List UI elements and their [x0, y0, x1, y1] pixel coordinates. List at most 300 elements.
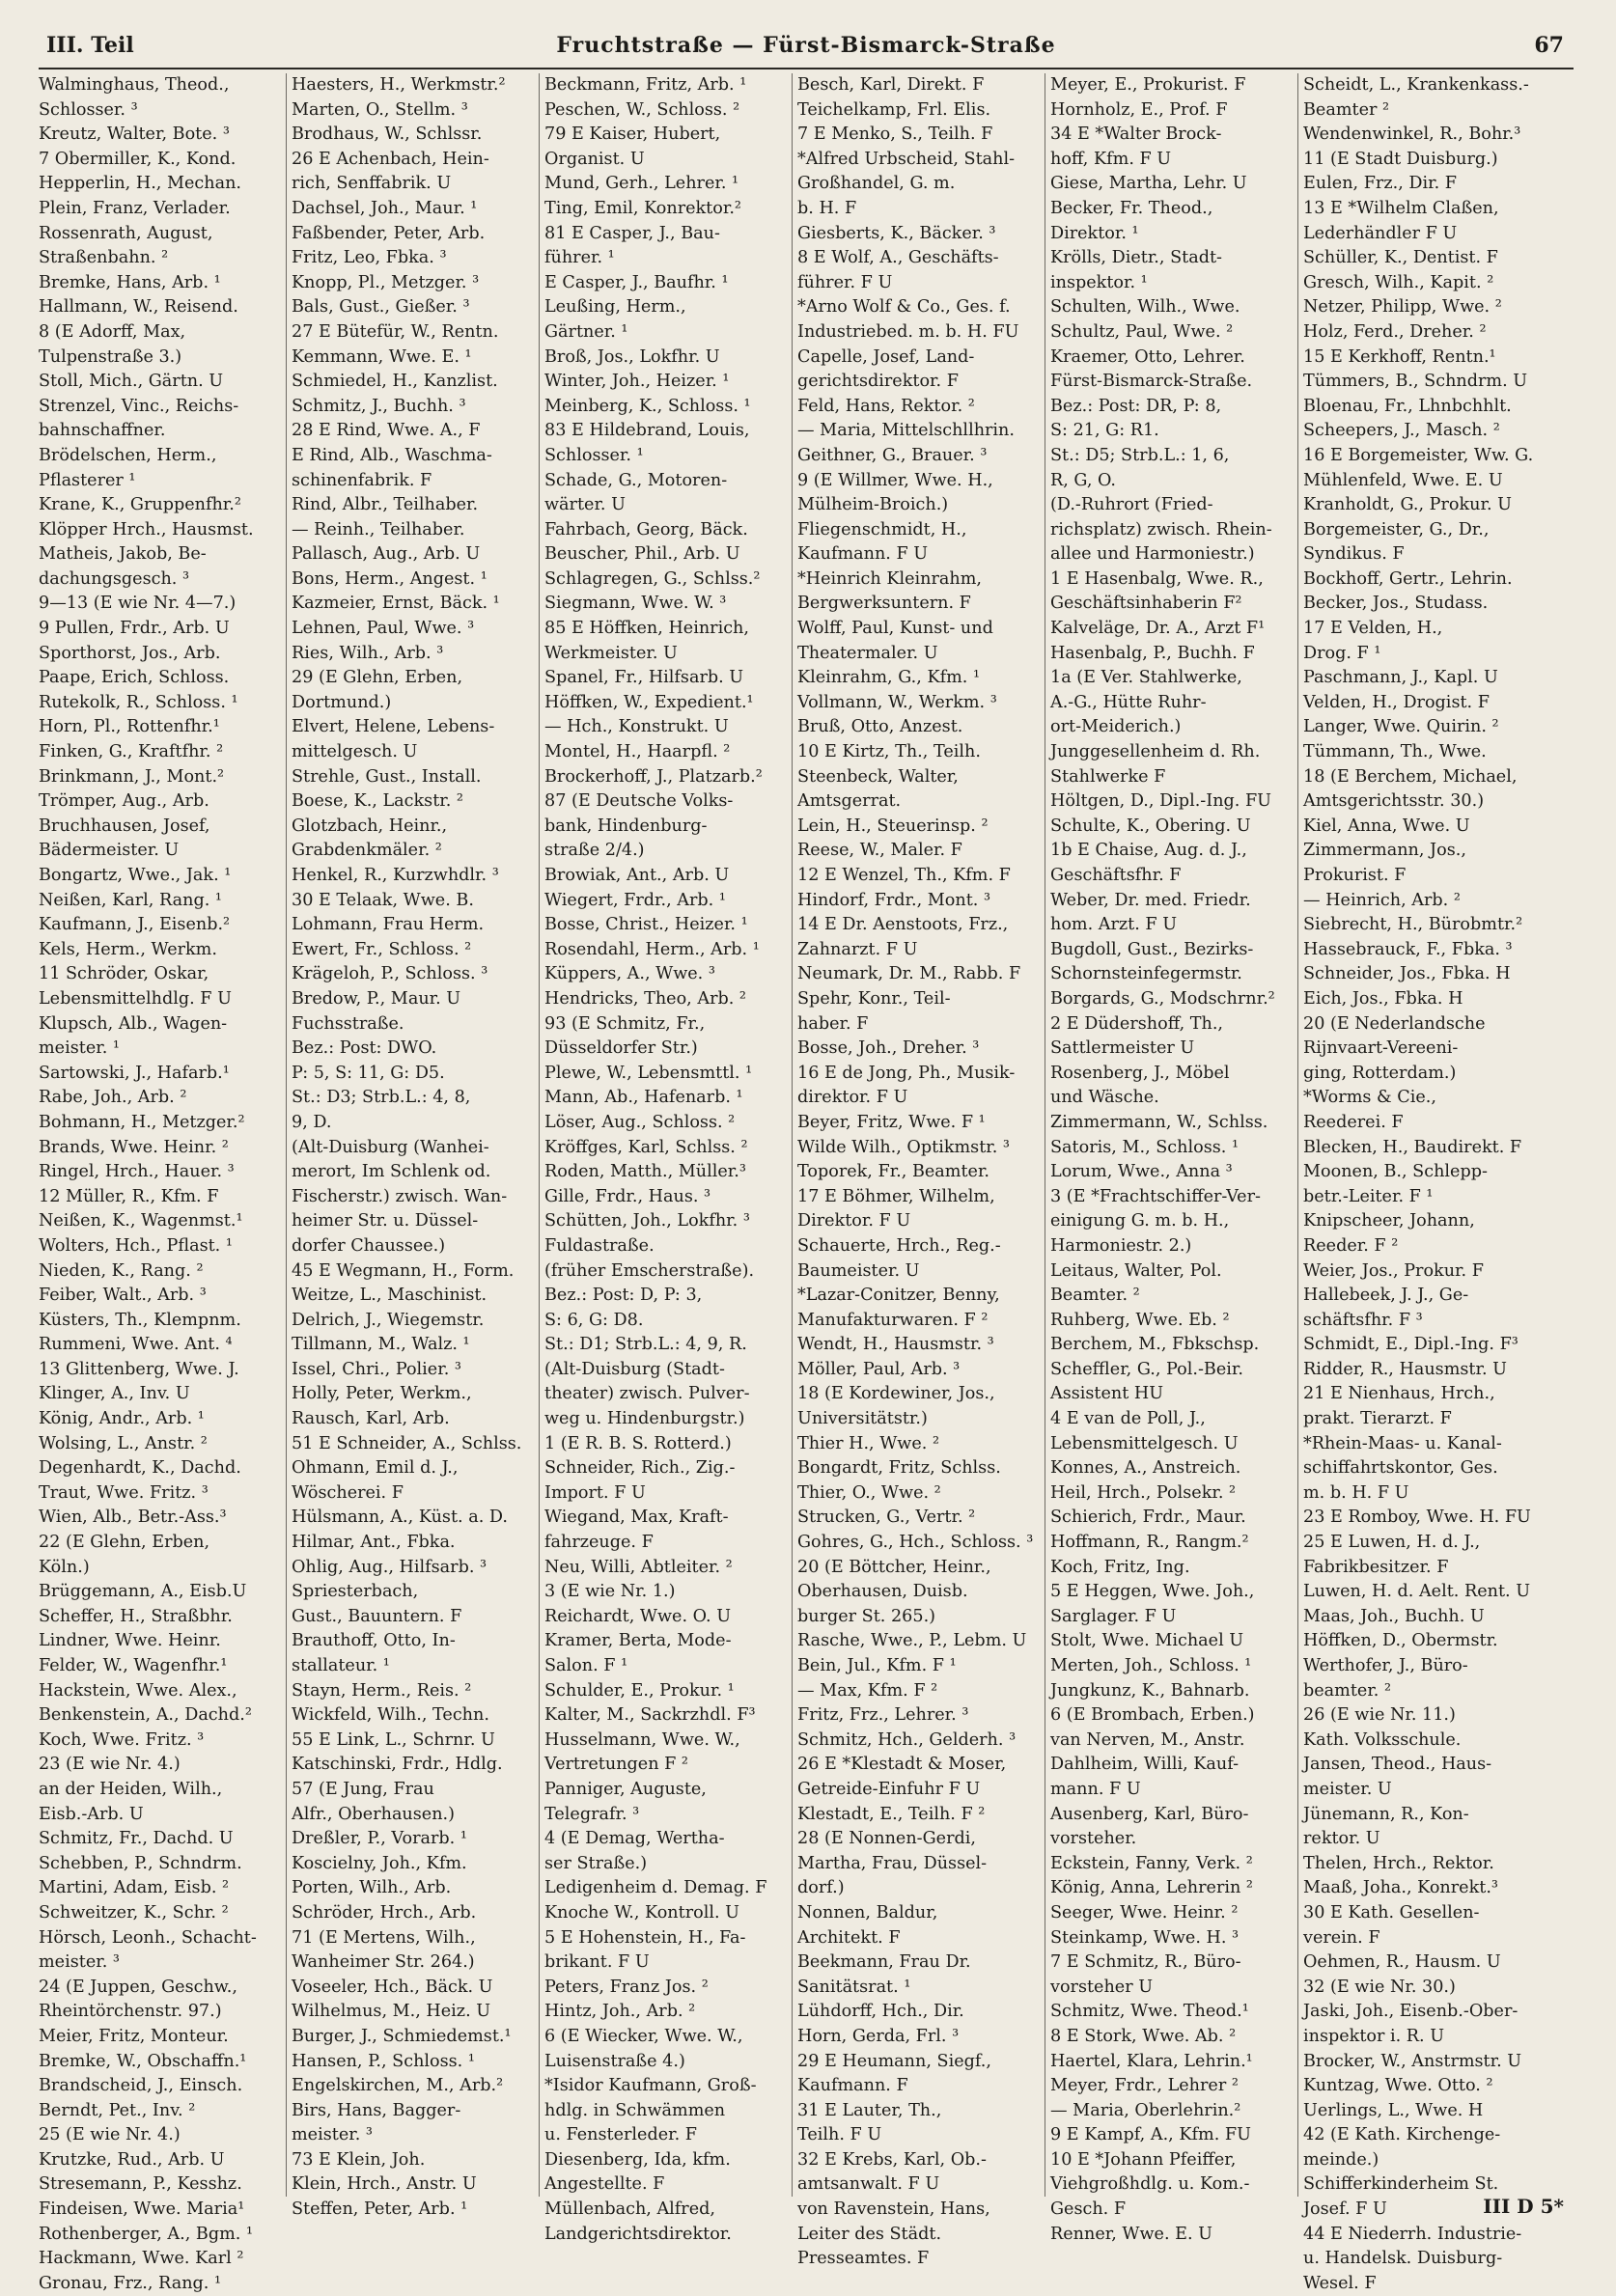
directory-line: Teichelkamp, Frl. Elis.	[797, 99, 991, 120]
directory-line: Industriebed. m. b. H. FU	[797, 321, 1019, 342]
directory-line: stallateur. ¹	[292, 1656, 390, 1675]
directory-line: Schierich, Frdr., Maur.	[1050, 1508, 1246, 1528]
directory-line: Universitätstr.)	[797, 1409, 928, 1429]
directory-line: Giesberts, K., Bäcker. ³	[797, 223, 996, 243]
directory-line: Schneider, Rich., Zig.-	[544, 1458, 736, 1479]
directory-line: Wolsing, L., Anstr. ²	[39, 1433, 208, 1453]
directory-line: Paschmann, J., Kapl. U	[1303, 668, 1498, 688]
directory-line: 79 E Kaiser, Hubert,	[544, 124, 721, 145]
directory-line: Bremke, Hans, Arb. ¹	[39, 272, 221, 292]
directory-line: Stoll, Mich., Gärtn. U	[39, 372, 224, 392]
directory-line: Kels, Herm., Werkm.	[39, 939, 217, 959]
directory-line: Höffken, D., Obermstr.	[1303, 1631, 1498, 1651]
directory-line: Bruß, Otto, Anzest.	[797, 717, 963, 737]
directory-line: Köln.)	[39, 1557, 90, 1577]
directory-line: St.: D1; Strb.L.: 4, 9, R.	[544, 1335, 747, 1355]
directory-line: Luwen, H. d. Aelt. Rent. U	[1303, 1582, 1531, 1602]
directory-line: Husselmann, Wwe. W.,	[544, 1729, 740, 1750]
directory-line: führer. ¹	[544, 248, 615, 268]
directory-line: 20 (E Böttcher, Heinr.,	[797, 1557, 991, 1577]
directory-line: Höltgen, D., Dipl.-Ing. FU	[1050, 791, 1272, 812]
directory-line: Kazmeier, Ernst, Bäck. ¹	[292, 594, 500, 614]
directory-line: Horn, Gerda, Frl. ³	[797, 2026, 960, 2046]
directory-line: Meier, Fritz, Monteur.	[39, 2026, 229, 2046]
directory-line: meister. ¹	[39, 1038, 120, 1059]
directory-line: Strenzel, Vinc., Reichs-	[39, 396, 239, 416]
directory-line: beamter. ²	[1303, 1680, 1392, 1701]
directory-line: Plewe, W., Lebensmttl. ¹	[544, 1063, 753, 1083]
directory-line: Viehgroßhdlg. u. Kom.-	[1050, 2174, 1250, 2195]
directory-line: Kramer, Berta, Mode-	[544, 1631, 732, 1651]
directory-line: 42 (E Kath. Kirchenge-	[1303, 2125, 1501, 2145]
directory-line: 10 E *Johann Pfeiffer,	[1050, 2149, 1237, 2170]
directory-line: 26 E Achenbach, Hein-	[292, 149, 489, 169]
directory-line: Fliegenschmidt, H.,	[797, 519, 967, 539]
directory-line: Kalveläge, Dr. A., Arzt F¹	[1050, 619, 1266, 639]
directory-line: Kaufmann. F	[797, 2076, 908, 2096]
directory-line: ort-Meiderich.)	[1050, 717, 1182, 737]
directory-line: Bein, Jul., Kfm. F ¹	[797, 1656, 957, 1675]
directory-line: Theatermaler. U	[797, 643, 938, 663]
page-header	[39, 27, 1574, 66]
directory-line: Merten, Joh., Schloss. ¹	[1050, 1656, 1252, 1675]
directory-line: Maaß, Joha., Konrekt.³	[1303, 1878, 1498, 1898]
directory-line: vorsteher.	[1050, 1829, 1137, 1849]
directory-line: 21 E Nienhaus, Hrch.,	[1303, 1384, 1495, 1404]
directory-line: — Heinrich, Arb. ²	[1303, 890, 1461, 910]
directory-line: Becker, Jos., Studass.	[1303, 594, 1489, 614]
directory-line: Harmoniestr. 2.)	[1050, 1235, 1192, 1256]
directory-line: Müllenbach, Alfred,	[544, 2199, 715, 2220]
directory-line: 11 (E Stadt Duisburg.)	[1303, 149, 1498, 169]
directory-line: Schlosser. ¹	[544, 445, 644, 465]
directory-line: Rossenrath, August,	[39, 223, 213, 243]
directory-line: Gille, Frdr., Haus. ³	[544, 1186, 711, 1206]
directory-line: merort, Im Schlenk od.	[292, 1162, 491, 1182]
directory-line: rektor. U	[1303, 1829, 1380, 1849]
directory-line: Issel, Chri., Polier. ³	[292, 1359, 461, 1379]
directory-line: Siegmann, Wwe. W. ³	[544, 594, 727, 614]
directory-line: Vertretungen F ²	[544, 1755, 688, 1775]
directory-line: Steinkamp, Wwe. H. ³	[1050, 1927, 1240, 1948]
directory-line: Sartowski, J., Hafarb.¹	[39, 1063, 230, 1083]
directory-line: Krägeloh, P., Schloss. ³	[292, 964, 488, 984]
directory-line: Amtsgerrat.	[797, 791, 902, 812]
directory-line: direktor. F U	[797, 1088, 908, 1108]
directory-line: Pflasterer ¹	[39, 470, 136, 490]
directory-line: Hörsch, Leonh., Schacht-	[39, 1927, 257, 1948]
directory-line: ging, Rotterdam.)	[1303, 1063, 1457, 1083]
directory-line: Strehle, Gust., Install.	[292, 766, 482, 787]
directory-line: und Wäsche.	[1050, 1088, 1159, 1108]
directory-line: 8 E Wolf, A., Geschäfts-	[797, 248, 999, 268]
directory-line: mittelgesch. U	[292, 742, 418, 762]
directory-line: 25 E Luwen, H. d. J.,	[1303, 1533, 1481, 1553]
directory-line: Fürst-Bismarck-Straße.	[1050, 372, 1253, 392]
directory-line: 57 (E Jung, Frau	[292, 1779, 434, 1799]
directory-line: Holly, Peter, Werkm.,	[292, 1384, 472, 1404]
directory-line: prakt. Tierarzt. F	[1303, 1409, 1452, 1429]
directory-line: Drog. F ¹	[1303, 643, 1381, 663]
directory-line: Schebben, P., Schndrm.	[39, 1853, 242, 1873]
directory-line: 18 (E Berchem, Michael,	[1303, 766, 1518, 787]
directory-line: Jungkunz, K., Bahnarb.	[1050, 1680, 1250, 1701]
directory-line: Brandscheid, J., Einsch.	[39, 2076, 243, 2096]
directory-line: (Alt-Duisburg (Stadt-	[544, 1359, 725, 1379]
directory-line: Klinger, A., Inv. U	[39, 1384, 190, 1404]
directory-line: *Worms & Cie.,	[1303, 1088, 1436, 1108]
directory-line: Ewert, Fr., Schloss. ²	[292, 939, 472, 959]
directory-line: Schulten, Wilh., Wwe.	[1050, 297, 1240, 318]
directory-line: Blecken, H., Baudirekt. F	[1303, 1137, 1522, 1157]
directory-line: fahrzeuge. F	[544, 1533, 654, 1553]
directory-line: Weitze, L., Maschinist.	[292, 1286, 488, 1306]
directory-line: Hülsmann, A., Küst. a. D.	[292, 1508, 508, 1528]
directory-line: Kraemer, Otto, Lehrer.	[1050, 346, 1245, 367]
directory-line: P: 5, S: 11, G: D5.	[292, 1063, 445, 1083]
directory-line: Leußing, Herm.,	[544, 297, 686, 318]
directory-line: *Lazar-Conitzer, Benny,	[797, 1286, 1000, 1306]
directory-line: 9, D.	[292, 1112, 332, 1132]
directory-line: Wiegert, Frdr., Arb. ¹	[544, 890, 726, 910]
directory-line: E Rind, Alb., Waschma-	[292, 445, 492, 465]
directory-page	[39, 27, 1574, 2293]
directory-line: Weber, Dr. med. Friedr.	[1050, 890, 1251, 910]
directory-line: Steffen, Peter, Arb. ¹	[292, 2199, 468, 2220]
directory-line: 10 E Kirtz, Th., Teilh.	[797, 742, 981, 762]
directory-line: Landgerichtsdirektor.	[544, 2224, 732, 2244]
directory-line: Faßbender, Peter, Arb.	[292, 223, 486, 243]
directory-line: Ausenberg, Karl, Büro-	[1050, 1804, 1249, 1824]
directory-line: Salon. F ¹	[544, 1656, 628, 1675]
directory-line: Schmitz, Fr., Dachd. U	[39, 1829, 234, 1849]
directory-line: Fuldastraße.	[544, 1235, 655, 1256]
directory-line: Eisb.-Arb. U	[39, 1804, 144, 1824]
directory-line: allee und Harmoniestr.)	[1050, 544, 1255, 565]
directory-line: Bädermeister. U	[39, 841, 180, 861]
directory-line: Wendt, H., Hausmstr. ³	[797, 1335, 994, 1355]
directory-line: Wolters, Hch., Pflast. ¹	[39, 1235, 233, 1256]
directory-line: Eckstein, Fanny, Verk. ²	[1050, 1853, 1253, 1873]
column-2	[292, 73, 533, 2220]
directory-line: Bohmann, H., Metzger.²	[39, 1112, 245, 1132]
directory-line: S: 6, G: D8.	[544, 1310, 644, 1330]
directory-line: Feld, Hans, Rektor. ²	[797, 396, 975, 416]
directory-line: Marten, O., Stellm. ³	[292, 99, 468, 120]
directory-line: 9 E Kampf, A., Kfm. FU	[1050, 2125, 1251, 2145]
directory-line: Berchem, M., Fbkschsp.	[1050, 1335, 1260, 1355]
directory-line: Renner, Wwe. E. U	[1050, 2224, 1212, 2244]
directory-line: Presseamtes. F	[797, 2249, 930, 2269]
column-divider	[792, 73, 793, 2197]
directory-line: Reeder. F ²	[1303, 1235, 1399, 1256]
directory-line: Zimmermann, W., Schlss.	[1050, 1112, 1268, 1132]
directory-line: Mann, Ab., Hafenarb. ¹	[544, 1088, 743, 1108]
directory-line: 8 E Stork, Wwe. Ab. ²	[1050, 2026, 1237, 2046]
directory-line: Krane, K., Gruppenfhr.²	[39, 495, 241, 515]
directory-line: Werthofer, J., Büro-	[1303, 1656, 1468, 1675]
directory-line: Bongardt, Fritz, Schlss.	[797, 1458, 1001, 1479]
directory-line: Haesters, H., Werkmstr.²	[292, 75, 506, 95]
directory-line: Brocker, W., Anstrmstr. U	[1303, 2051, 1522, 2071]
directory-line: Toporek, Fr., Beamter.	[797, 1162, 990, 1182]
directory-line: burger St. 265.)	[797, 1606, 936, 1626]
directory-line: Steenbeck, Walter,	[797, 766, 959, 787]
directory-line: Großhandel, G. m.	[797, 174, 956, 194]
directory-line: 29 E Heumann, Siegf.,	[797, 2051, 991, 2071]
section-label: III. Teil	[46, 33, 134, 58]
directory-line: Gresch, Wilh., Kapit. ²	[1303, 272, 1494, 292]
directory-line: Wolff, Paul, Kunst- und	[797, 619, 993, 639]
directory-line: Schlagregen, G., Schlss.²	[544, 568, 761, 589]
directory-line: Kleinrahm, G., Kfm. ¹	[797, 668, 981, 688]
directory-line: Gohres, G., Hch., Schloss. ³	[797, 1533, 1034, 1553]
directory-line: Lebensmittelgesch. U	[1050, 1433, 1239, 1453]
directory-line: Getreide-Einfuhr F U	[797, 1779, 981, 1799]
directory-line: Wilde Wilh., Optikmstr. ³	[797, 1137, 1010, 1157]
directory-line: haber. F	[797, 1013, 869, 1034]
directory-line: Katschinski, Frdr., Hdlg.	[292, 1755, 503, 1775]
directory-line: Lein, H., Steuerinsp. ²	[797, 816, 989, 836]
directory-line: Hindorf, Frdr., Mont. ³	[797, 890, 991, 910]
directory-line: Höffken, W., Expedient.¹	[544, 692, 754, 712]
directory-line: Holz, Ferd., Dreher. ²	[1303, 321, 1487, 342]
directory-line: Boese, K., Lackstr. ²	[292, 791, 463, 812]
directory-line: heimer Str. u. Düssel-	[292, 1211, 479, 1231]
directory-line: rich, Senffabrik. U	[292, 174, 452, 194]
directory-line: Knoche W., Kontroll. U	[544, 1902, 739, 1923]
directory-line: 14 E Dr. Aenstoots, Frz.,	[797, 915, 1009, 935]
directory-line: Matheis, Jakob, Be-	[39, 544, 207, 565]
directory-line: *Arno Wolf & Co., Ges. f.	[797, 297, 1011, 318]
directory-line: amtsanwalt. F U	[797, 2174, 940, 2195]
directory-line: Direktor. F U	[797, 1211, 911, 1231]
directory-line: 9 Pullen, Frdr., Arb. U	[39, 619, 230, 639]
directory-line: Brands, Wwe. Heinr. ²	[39, 1137, 229, 1157]
directory-line: Kalter, M., Sackrzhdl. F³	[544, 1705, 756, 1726]
directory-line: 83 E Hildebrand, Louis,	[544, 421, 750, 441]
directory-line: — Max, Kfm. F ²	[797, 1680, 938, 1701]
directory-line: Wickfeld, Wilh., Techn.	[292, 1705, 489, 1726]
directory-line: Lorum, Wwe., Anna ³	[1050, 1162, 1233, 1182]
directory-line: weg u. Hindenburgstr.)	[544, 1409, 745, 1429]
directory-line: schäftsfhr. F ³	[1303, 1310, 1423, 1330]
directory-line: 5 E Heggen, Wwe. Joh.,	[1050, 1582, 1255, 1602]
directory-line: Gesch. F	[1050, 2199, 1127, 2220]
directory-line: inspektor i. R. U	[1303, 2026, 1445, 2046]
directory-line: Mund, Gerh., Lehrer. ¹	[544, 174, 739, 194]
column-divider	[286, 73, 287, 2197]
directory-line: Martini, Adam, Eisb. ²	[39, 1878, 230, 1898]
directory-line: 31 E Lauter, Th.,	[797, 2100, 942, 2120]
directory-line: 81 E Casper, J., Bau-	[544, 223, 720, 243]
directory-line: Werkmeister. U	[544, 643, 678, 663]
directory-line: Koch, Wwe. Fritz. ³	[39, 1729, 205, 1750]
directory-line: Glotzbach, Heinr.,	[292, 816, 448, 836]
directory-line: Engelskirchen, M., Arb.²	[292, 2076, 504, 2096]
directory-line: 73 E Klein, Joh.	[292, 2149, 426, 2170]
directory-line: Beuscher, Phil., Arb. U	[544, 544, 740, 565]
directory-line: Rummeni, Wwe. Ant. ⁴	[39, 1335, 233, 1355]
directory-line: Hallebeek, J. J., Ge-	[1303, 1286, 1469, 1306]
street-range-title: Fruchtstraße — Fürst-Bismarck-Straße	[556, 33, 1056, 58]
directory-line: wärter. U	[544, 495, 626, 515]
directory-line: Rheintörchenstr. 97.)	[39, 2002, 222, 2022]
directory-line: Netzer, Philipp, Wwe. ²	[1303, 297, 1502, 318]
directory-line: Berndt, Pet., Inv. ²	[39, 2100, 196, 2120]
directory-line: Fritz, Leo, Fbka. ³	[292, 248, 447, 268]
directory-line: Klein, Hrch., Anstr. U	[292, 2174, 477, 2195]
directory-line: (Alt-Duisburg (Wanhei-	[292, 1137, 489, 1157]
directory-line: Sanitätsrat. ¹	[797, 1977, 911, 1997]
directory-line: Schifferkinderheim St.	[1303, 2174, 1499, 2195]
directory-line: Fabrikbesitzer. F	[1303, 1557, 1449, 1577]
directory-line: Angestellte. F	[544, 2174, 665, 2195]
directory-line: Kiel, Anna, Wwe. U	[1303, 816, 1470, 836]
directory-line: Bremke, W., Obschaffn.¹	[39, 2051, 247, 2071]
directory-line: Kröffges, Karl, Schlss. ²	[544, 1137, 748, 1157]
directory-line: Martha, Frau, Düssel-	[797, 1853, 988, 1873]
directory-line: Gust., Bauuntern. F	[292, 1606, 462, 1626]
directory-line: Krölls, Dietr., Stadt-	[1050, 248, 1222, 268]
directory-line: Mülheim-Broich.)	[797, 495, 949, 515]
directory-line: E Casper, J., Baufhr. ¹	[544, 272, 729, 292]
directory-line: Schröder, Hrch., Arb.	[292, 1902, 477, 1923]
directory-line: straße 2/4.)	[544, 841, 645, 861]
directory-line: Brinkmann, J., Mont.²	[39, 766, 225, 787]
directory-line: Architekt. F	[797, 1927, 901, 1948]
directory-line: Zahnarzt. F U	[797, 939, 918, 959]
directory-line: Schultz, Paul, Wwe. ²	[1050, 321, 1234, 342]
directory-line: Eich, Jos., Fbka. H	[1303, 988, 1463, 1009]
directory-line: Bals, Gust., Gießer. ³	[292, 297, 470, 318]
directory-line: Beekmann, Frau Dr.	[797, 1952, 971, 1973]
directory-line: Beckmann, Fritz, Arb. ¹	[544, 75, 747, 95]
directory-line: 1a (E Ver. Stahlwerke,	[1050, 668, 1242, 688]
directory-line: Haertel, Klara, Lehrin.¹	[1050, 2051, 1253, 2071]
directory-line: Tümmann, Th., Wwe.	[1303, 742, 1487, 762]
directory-line: Küppers, A., Wwe. ³	[544, 964, 715, 984]
directory-line: 20 (E Nederlandsche	[1303, 1013, 1486, 1034]
directory-line: Sattlermeister U	[1050, 1038, 1195, 1059]
directory-line: Sarglager. F U	[1050, 1606, 1177, 1626]
page-number: 67	[1534, 33, 1564, 58]
directory-line: Langer, Wwe. Quirin. ²	[1303, 717, 1499, 737]
directory-line: Schmitz, J., Buchh. ³	[292, 396, 466, 416]
directory-line: Junggesellenheim d. Rh.	[1050, 742, 1261, 762]
directory-line: Porten, Wilh., Arb.	[292, 1878, 452, 1898]
directory-line: an der Heiden, Wilh.,	[39, 1779, 223, 1799]
directory-line: 3 (E wie Nr. 1.)	[544, 1582, 676, 1602]
directory-line: Ohmann, Emil d. J.,	[292, 1458, 459, 1479]
directory-line: brikant. F U	[544, 1952, 650, 1973]
directory-line: Ringel, Hrch., Hauer. ³	[39, 1162, 235, 1182]
directory-line: Reese, W., Maler. F	[797, 841, 962, 861]
directory-line: betr.-Leiter. F ¹	[1303, 1186, 1434, 1206]
directory-line: Fritz, Frz., Lehrer. ³	[797, 1705, 969, 1726]
directory-line: Velden, H., Drogist. F	[1303, 692, 1490, 712]
directory-line: Import. F U	[544, 1482, 646, 1503]
directory-line: Hoffmann, R., Rangm.²	[1050, 1533, 1249, 1553]
directory-line: ser Straße.)	[544, 1853, 648, 1873]
directory-line: Burger, J., Schmiedemst.¹	[292, 2026, 512, 2046]
directory-line: 1 (E R. B. S. Rotterd.)	[544, 1433, 732, 1453]
directory-line: — Reinh., Teilhaber.	[292, 519, 465, 539]
directory-line: Finken, G., Kraftfhr. ²	[39, 742, 224, 762]
directory-line: Schmitz, Hch., Gelderh. ³	[797, 1729, 1017, 1750]
directory-line: Oehmen, R., Hausm. U	[1303, 1952, 1501, 1973]
directory-line: Brödelschen, Herm.,	[39, 445, 217, 465]
directory-line: Tillmann, M., Walz. ¹	[292, 1335, 470, 1355]
directory-line: Bruchhausen, Josef,	[39, 816, 210, 836]
directory-line: gerichtsdirektor. F	[797, 372, 959, 392]
directory-line: Ridder, R., Hausmstr. U	[1303, 1359, 1507, 1379]
directory-line: 45 E Wegmann, H., Form.	[292, 1260, 515, 1281]
directory-line: 12 E Wenzel, Th., Kfm. F	[797, 866, 1011, 885]
directory-line: Kuntzag, Wwe. Otto. ²	[1303, 2076, 1493, 2096]
directory-line: dorf.)	[797, 1878, 845, 1898]
directory-line: Traut, Wwe. Fritz. ³	[39, 1482, 209, 1503]
directory-line: Möller, Paul, Arb. ³	[797, 1359, 961, 1379]
directory-line: Assistent HU	[1050, 1384, 1164, 1404]
directory-line: Dahlheim, Willi, Kauf-	[1050, 1755, 1240, 1775]
directory-line: Bosse, Joh., Dreher. ³	[797, 1038, 980, 1059]
directory-line: Gronau, Frz., Rang. ¹	[39, 2273, 222, 2293]
directory-line: Maas, Joh., Buchh. U	[1303, 1606, 1485, 1626]
directory-line: Borgemeister, G., Dr.,	[1303, 519, 1490, 539]
directory-line: 26 E *Klestadt & Moser,	[797, 1755, 1007, 1775]
directory-line: bank, Hindenburg-	[544, 816, 708, 836]
directory-line: Capelle, Josef, Land-	[797, 346, 975, 367]
header-rule	[39, 68, 1574, 69]
directory-line: Schneider, Jos., Fbka. H	[1303, 964, 1511, 984]
directory-line: Findeisen, Wwe. Maria¹	[39, 2199, 245, 2220]
directory-line: — Hch., Konstrukt. U	[544, 717, 729, 737]
directory-line: Kreutz, Walter, Bote. ³	[39, 124, 230, 145]
directory-line: Kath. Volksschule.	[1303, 1729, 1462, 1750]
directory-line: Stresemann, P., Kesshz.	[39, 2174, 242, 2195]
directory-line: Uerlings, L., Wwe. H	[1303, 2100, 1484, 2120]
directory-line: meister. ³	[39, 1952, 120, 1973]
directory-line: bahnschaffner.	[39, 421, 166, 441]
page-footer-code: III D 5*	[1483, 2195, 1564, 2218]
directory-line: *Heinrich Kleinrahm,	[797, 568, 982, 589]
directory-line: Rothenberger, A., Bgm. ¹	[39, 2224, 254, 2244]
directory-line: theater) zwisch. Pulver-	[544, 1384, 750, 1404]
directory-line: Montel, H., Haarpfl. ²	[544, 742, 731, 762]
directory-line: Rijnvaart-Vereeni-	[1303, 1038, 1459, 1059]
directory-line: 4 (E Demag, Wertha-	[544, 1829, 725, 1849]
directory-line: Spehr, Konr., Teil-	[797, 988, 951, 1009]
directory-line: Moonen, B., Schlepp-	[1303, 1162, 1488, 1182]
directory-line: Hallmann, W., Reisend.	[39, 297, 238, 318]
directory-line: Jünemann, R., Kon-	[1303, 1804, 1469, 1824]
directory-line: Delrich, J., Wiegemstr.	[292, 1310, 485, 1330]
directory-line: 12 Müller, R., Kfm. F	[39, 1186, 219, 1206]
directory-line: 9 (E Willmer, Wwe. H.,	[797, 470, 993, 490]
directory-line: Schulte, K., Obering. U	[1050, 816, 1251, 836]
directory-line: führer. F U	[797, 272, 893, 292]
directory-line: St.: D3; Strb.L.: 4, 8,	[292, 1088, 471, 1108]
directory-line: Organist. U	[544, 149, 645, 169]
directory-line: 28 (E Nonnen-Gerdi,	[797, 1829, 976, 1849]
directory-line: 5 E Hohenstein, H., Fa-	[544, 1927, 746, 1948]
directory-line: Klestadt, E., Teilh. F ²	[797, 1804, 986, 1824]
directory-line: 16 E Borgemeister, Ww. G.	[1303, 445, 1534, 465]
directory-line: Schauerte, Hrch., Reg.-	[797, 1235, 1001, 1256]
directory-line: Alfr., Oberhausen.)	[292, 1804, 455, 1824]
directory-line: Josef. F U	[1303, 2199, 1387, 2220]
